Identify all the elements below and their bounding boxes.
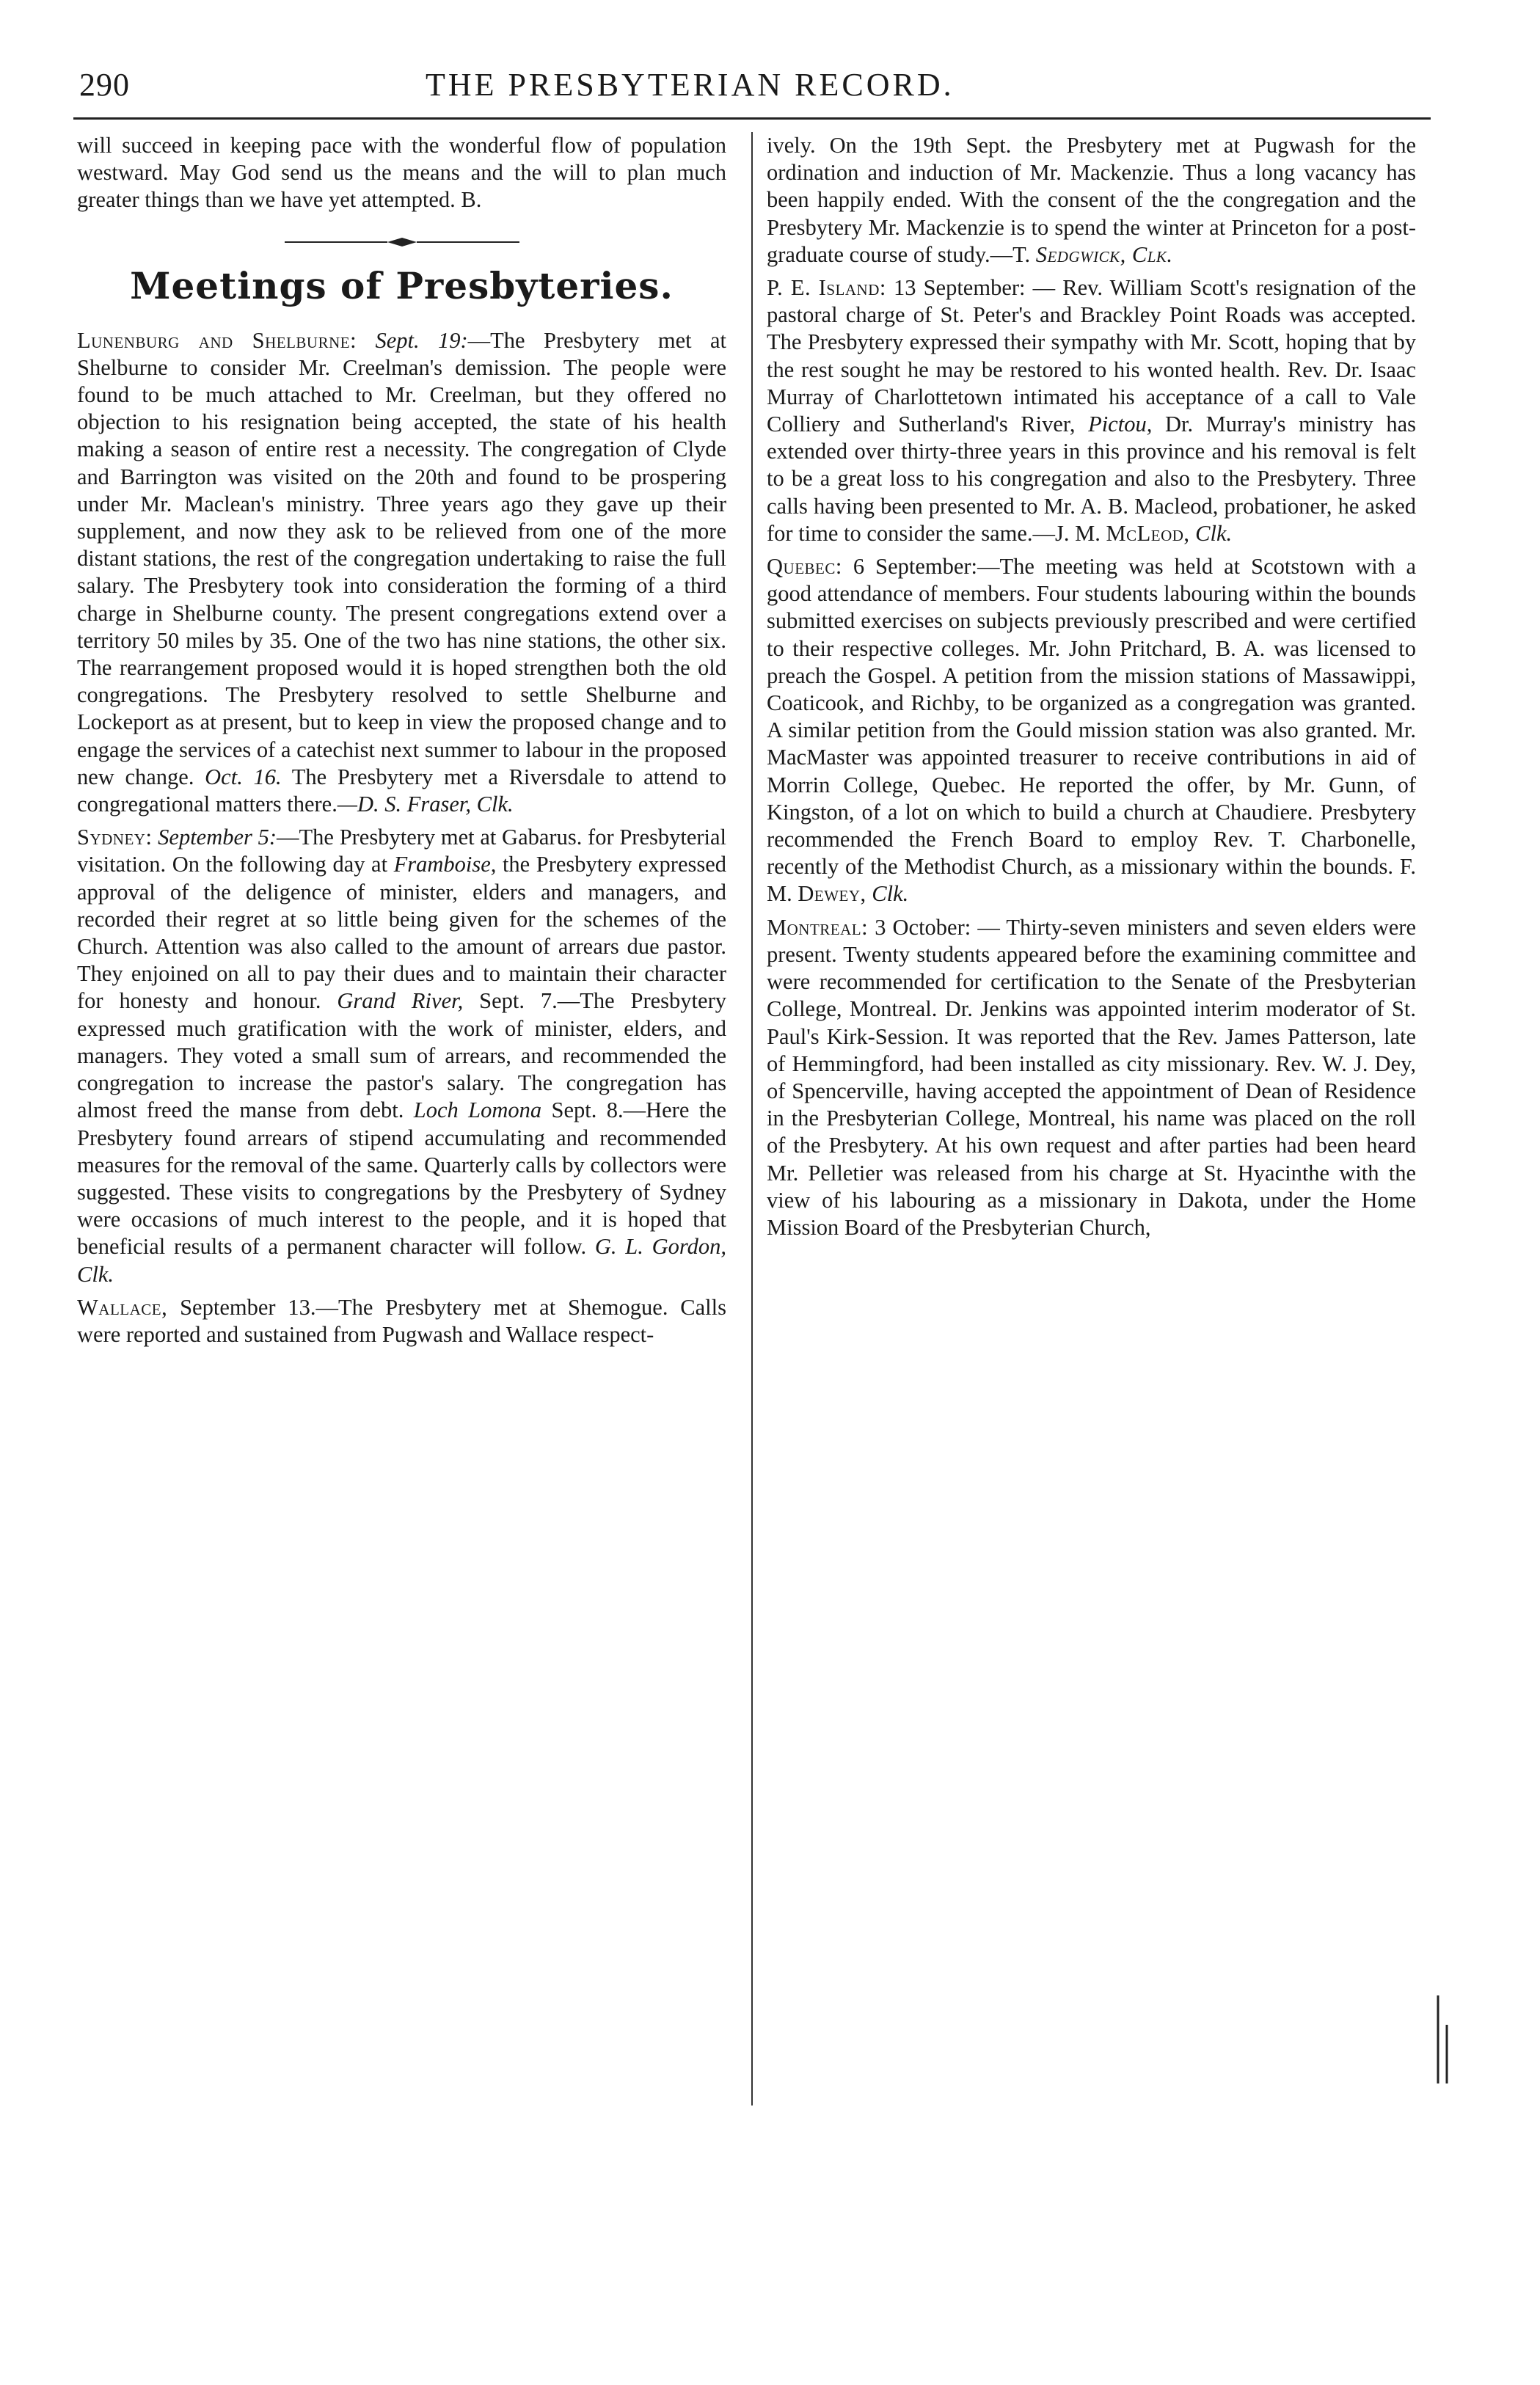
entry-place: Loch Lomona — [413, 1097, 542, 1123]
entry-heading: P. E. Island: — [767, 275, 886, 301]
page-number: 290 — [79, 67, 130, 103]
entry-place: Framboise, — [393, 852, 497, 877]
entry-signature: —D. S. Fraser, Clk. — [337, 792, 514, 817]
running-title: THE PRESBYTERIAN RECORD. — [426, 67, 955, 103]
right-column — [767, 132, 1416, 1247]
section-title: Meetings of Presbyteries. — [130, 263, 674, 307]
column-divider — [751, 132, 753, 2105]
entry-signature-name: McLeod, — [1106, 520, 1190, 546]
entry-signature-title: Clk. — [1195, 520, 1233, 546]
entry-signature: G. L. Gordon, Clk. — [77, 1234, 726, 1287]
entry-body-c: Sept. 7.—The Presbytery expressed much gratification with the work of minister, elders, and managers. They voted a small sum of arrears, and recommended the congregation to increase the pastor's salary. The congregation has almost freed the manse from debt. — [77, 988, 726, 1123]
entry-body: —The Presbytery met at Shelburne to consider Mr. Creelman's demission. The people were found to be much attached to Mr. Creelman, but they offered no objection to his resignation being accepted, the state of his health making a season of entire rest a necessity. The congregation of Clyde and Barrington was visited on the 20th and found to be prospering under Mr. Maclean's ministry. Three years ago they gave up their supplement, and now they ask to be relieved from one of the more distant stations, the rest of the congregation undertaking to raise the full salary. The Presbytery took into consideration the forming of a third charge in Shelburne county. The present congregations extend over a territory 50 miles by 35. One of the two has nine stations, the other six. The rearrangement proposed would it is hoped strengthen both the old congregations. The Presbytery resolved to settle Shelburne and Lockeport as at present, but to keep in view the proposed change and to engage the services of a catechist next summer to labour in the proposed new change. — [77, 327, 727, 789]
entry-heading: Lunenburg and Shelburne: — [77, 327, 357, 353]
entry-body-b: Dr. Murray's ministry has extended over thirty-three years in this province and his removal is felt to be a great loss to his congregation and also to the Presbytery. Three calls having been presented to Mr. A. B. Macleod, probationer, he asked for time to consider the same.—J. M. — [767, 412, 1417, 546]
entry-signature-name: Dewey, — [798, 881, 866, 907]
entry-body: September 13.—The Presbytery met at Shemogue. Calls were reported and sustained from Pugwash and Wallace respect- — [77, 1294, 726, 1347]
left-column — [77, 132, 726, 1354]
entry-body-d: Sept. 8.—Here the Presbytery found arrears of stipend accumulating and recommended measures for the removal of the same. Quarterly calls by collectors were suggested. These visits to congregations by the Presbytery of Sydney were occasions of much interest to the people, and it is hoped that beneficial results of a permanent character will follow. — [77, 1097, 726, 1260]
entry-signature: Sedgwick, Clk. — [1035, 241, 1173, 267]
margin-mark-icon — [1431, 1995, 1460, 2083]
entry-wallace-continued — [767, 132, 1416, 269]
entry-heading: Quebec: — [767, 554, 842, 580]
entry-date: Sept. 19: — [375, 327, 468, 353]
entry-place: Grand River, — [337, 988, 464, 1014]
entry-pei — [767, 274, 1416, 547]
page-header — [73, 53, 1431, 119]
entry-body-b: the Presbytery expressed approval of the deligence of minister, elders and managers, and recorded their regret at so little being given for the schemes of the Church. Attention was also called to the amount of arrears due pastor. They enjoined on all to pay their dues and to maintain their character for honesty and honour. — [77, 852, 727, 1014]
entry-place: Pictou, — [1088, 412, 1153, 437]
entry-body: 3 October: — Thirty-seven ministers and seven elders were present. Twenty students appeared before the examining committee and were recommended for certification to the Senate of the Presbyterian College, Montreal. Dr. Jenkins was appointed interim moderator of St. Paul's Kirk-Session. It was reported that the Rev. James Patterson, late of Hemmingford, had been installed as city missionary. Rev. W. J. Dey, of Spencerville, having accepted the appointment of Dean of Residence in the Presbyterian College, Montreal, his name was placed on the roll of the Presbytery. At his own request and after parties had been heard Mr. Pelletier was released from his charge at St. Hyacinthe with the view of his labouring as a missionary in Dakota, under the Home Mission Board of the Presbyterian Church, — [767, 914, 1417, 1240]
entry-sydney — [77, 824, 726, 1288]
entry-heading: Sydney: — [77, 825, 153, 850]
entry-heading: Wallace, — [77, 1294, 168, 1320]
entry-quebec — [767, 553, 1416, 908]
entry-montreal — [767, 914, 1416, 1241]
entry-signature-title: Clk. — [872, 881, 909, 907]
entry-lunenburg — [77, 327, 726, 819]
entry-body: 13 September: — Rev. William Scott's resignation of the pastoral charge of St. Peter's and Brackley Point Roads was accepted. The Presbytery expressed their sympathy with Mr. Scott, hoping that by the rest sought he may be restored to his wonted health. Rev. Dr. Isaac Murray of Charlottetown intimated his acceptance of a call to Vale Colliery and Sutherland's River, — [767, 275, 1417, 437]
page — [73, 53, 1431, 2327]
intro-paragraph: will succeed in keeping pace with the wonderful flow of population westward. May God send us the means and the will to plan much greater things than we have yet attempted. B. — [77, 133, 726, 213]
header-rule — [73, 117, 1431, 120]
entry-body: —The Presbytery met at Gabarus. for Presbyterial visitation. On the following day at — [77, 825, 727, 877]
entry-body-2: The Presbytery met a Riversdale to attend to congregational matters there. — [77, 764, 726, 817]
entry-date: September 5: — [158, 825, 277, 850]
entry-body: ively. On the 19th Sept. the Presbytery met at Pugwash for the ordination and induction of Mr. Mackenzie. Thus a long vacancy has been happily ended. With the consent of the the congregation and the Presbytery Mr. Mackenzie is to spend the winter at Princeton for a post-graduate course of study.—T. — [767, 133, 1416, 267]
entry-body: 6 September:—The meeting was held at Scotstown with a good attendance of members. Four students labouring within the bounds submitted exercises on subjects previously prescribed and were certified to their respective colleges. Mr. John Pritchard, B. A. was licensed to preach the Gospel. A petition from the mission stations of Massawippi, Coaticook, and Richby, to be organized as a congregation was granted. A similar petition from the Gould mission station was also granted. Mr. MacMaster was appointed treasurer to receive contributions in aid of Morrin College, Quebec. He reported the offer, by Mr. Gunn, of Kingston, of a lot on which to build a church at Chaudiere. Presbytery recommended the French Board to employ Rev. T. Charbonelle, recently of the Methodist Church, as a missionary within the bounds. F. M. — [767, 554, 1417, 907]
entry-date-2: Oct. 16. — [205, 764, 282, 789]
entry-heading: Montreal: — [767, 914, 869, 940]
entry-wallace — [77, 1294, 726, 1348]
ornamental-rule-icon — [277, 236, 527, 248]
